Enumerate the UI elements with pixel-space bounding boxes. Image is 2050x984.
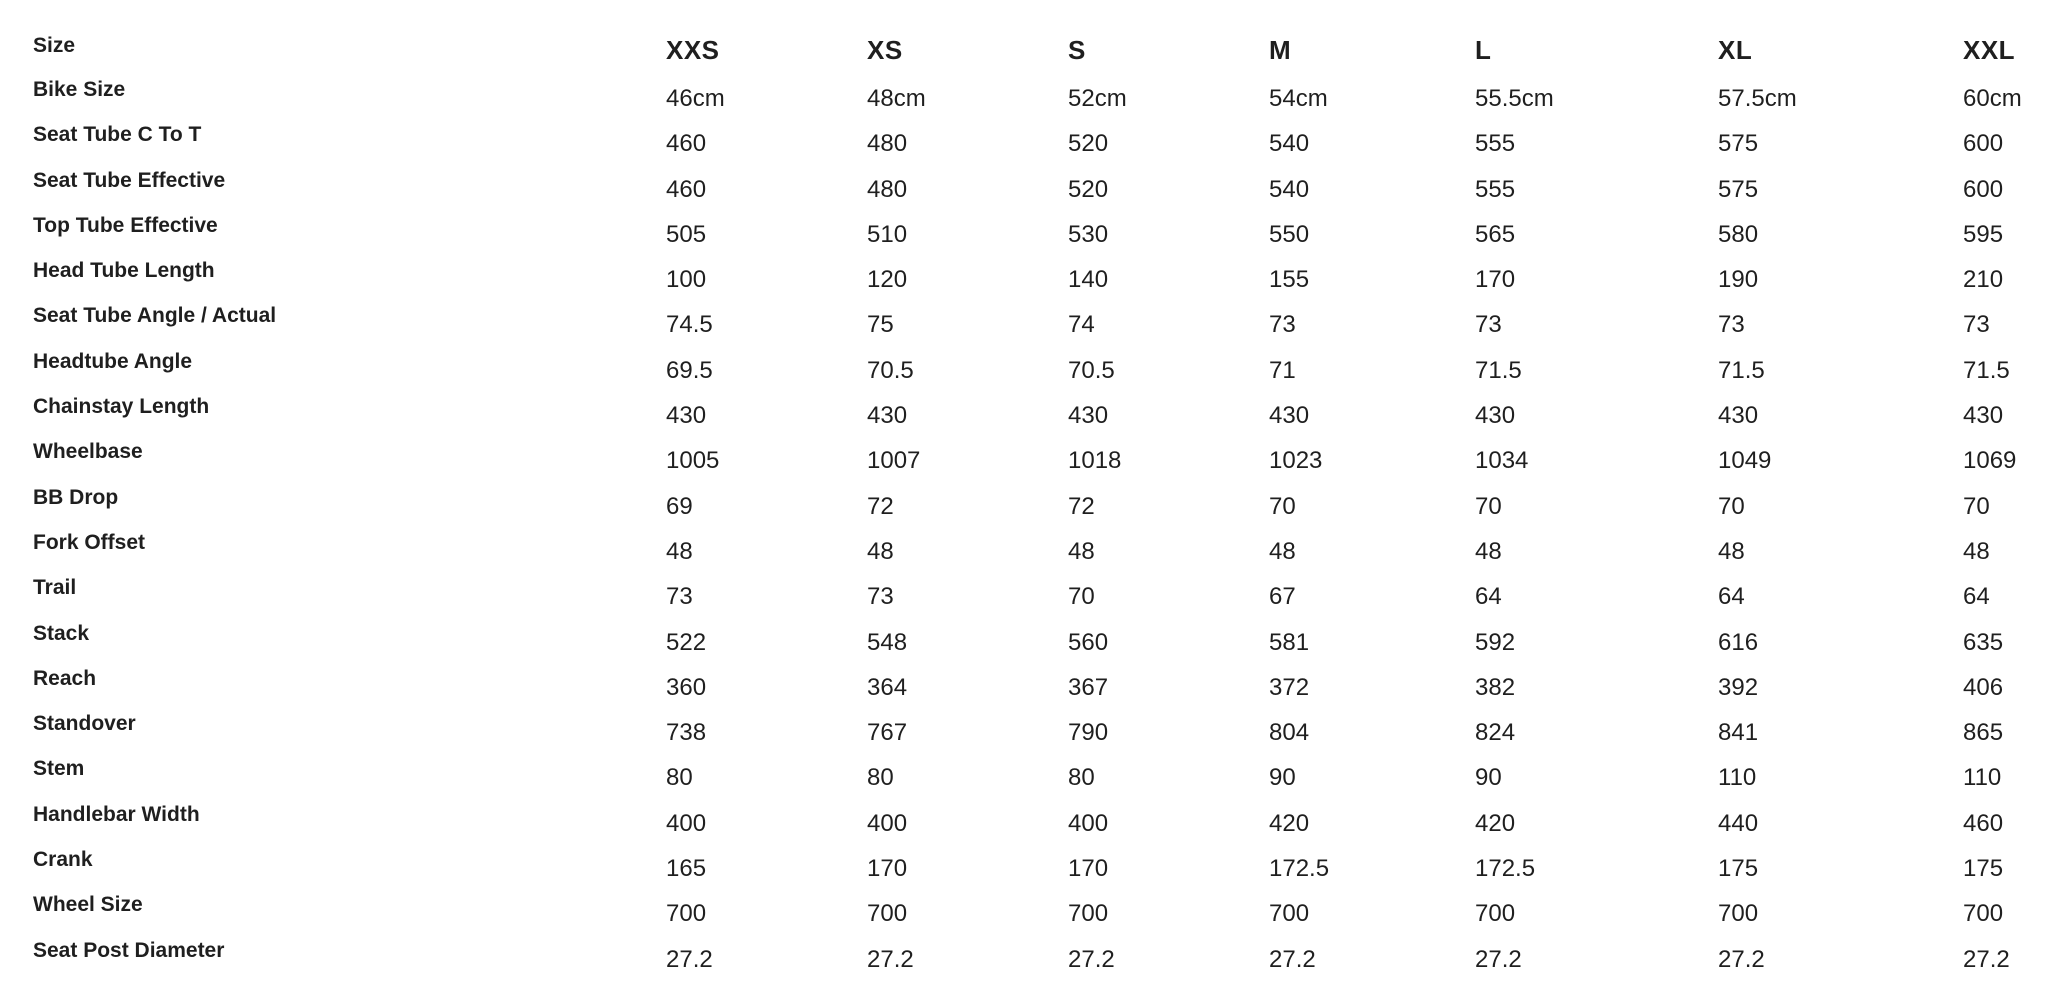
row-label: Seat Tube Angle / Actual xyxy=(33,304,277,328)
table-cell: 48 xyxy=(1963,537,1990,565)
size-column-header: XL xyxy=(1718,35,1753,65)
table-cell: 27.2 xyxy=(1269,945,1316,973)
table-cell: 27.2 xyxy=(1068,945,1115,973)
table-cell: 46cm xyxy=(666,85,725,112)
size-column-header: L xyxy=(1475,35,1492,65)
size-column-header: M xyxy=(1269,35,1292,65)
row-label: Headtube Angle xyxy=(33,349,193,373)
table-row xyxy=(33,169,2023,214)
row-label: Wheel Size xyxy=(33,893,143,917)
table-cell: 804 xyxy=(1269,719,1310,747)
table-cell: 70.5 xyxy=(1068,356,1115,384)
row-label: Wheelbase xyxy=(33,440,143,464)
row-label: Reach xyxy=(33,666,97,690)
table-cell: 64 xyxy=(1718,583,1745,611)
table-cell: 80 xyxy=(867,764,894,792)
table-row xyxy=(33,123,2023,168)
table-cell: 64 xyxy=(1475,583,1502,611)
size-header-row xyxy=(33,30,2023,78)
row-label: Trail xyxy=(33,576,77,600)
size-column-header: XXS xyxy=(666,35,720,65)
table-cell: 60cm xyxy=(1963,85,2022,112)
table-cell: 700 xyxy=(1963,900,2004,928)
table-row xyxy=(33,350,2023,395)
table-cell: 367 xyxy=(1068,673,1109,701)
table-cell: 71.5 xyxy=(1718,356,1765,384)
table-cell: 70 xyxy=(1269,492,1296,520)
table-cell: 400 xyxy=(666,809,707,837)
table-cell: 430 xyxy=(867,402,908,430)
table-row xyxy=(33,622,2023,667)
table-cell: 480 xyxy=(867,175,908,203)
table-cell: 175 xyxy=(1963,855,2004,883)
table-cell: 90 xyxy=(1475,764,1502,792)
row-label: Seat Post Diameter xyxy=(33,938,225,962)
table-cell: 575 xyxy=(1718,175,1759,203)
table-cell: 555 xyxy=(1475,130,1516,158)
table-cell: 165 xyxy=(666,855,707,883)
table-cell: 480 xyxy=(867,130,908,158)
table-cell: 841 xyxy=(1718,719,1759,747)
table-cell: 364 xyxy=(867,673,908,701)
table-cell: 70.5 xyxy=(867,356,914,384)
table-cell: 170 xyxy=(1068,855,1109,883)
table-cell: 420 xyxy=(1475,809,1516,837)
table-row xyxy=(33,304,2023,349)
row-label: Head Tube Length xyxy=(33,259,215,283)
table-cell: 400 xyxy=(1068,809,1109,837)
table-cell: 72 xyxy=(1068,492,1095,520)
row-label: Stem xyxy=(33,757,85,781)
table-row xyxy=(33,78,2023,123)
table-cell: 52cm xyxy=(1068,85,1127,112)
table-cell: 73 xyxy=(666,583,693,611)
table-row xyxy=(33,939,2023,984)
table-cell: 210 xyxy=(1963,266,2004,294)
table-cell: 460 xyxy=(1963,809,2004,837)
table-cell: 1023 xyxy=(1269,447,1323,475)
table-cell: 555 xyxy=(1475,175,1516,203)
table-cell: 392 xyxy=(1718,673,1759,701)
table-cell: 520 xyxy=(1068,175,1109,203)
table-cell: 70 xyxy=(1475,492,1502,520)
table-cell: 27.2 xyxy=(1963,945,2010,973)
table-cell: 360 xyxy=(666,673,707,701)
table-cell: 172.5 xyxy=(1475,855,1536,883)
table-cell: 430 xyxy=(1963,402,2004,430)
table-cell: 74.5 xyxy=(666,311,713,339)
table-cell: 560 xyxy=(1068,628,1109,656)
table-cell: 580 xyxy=(1718,220,1759,248)
table-cell: 55.5cm xyxy=(1475,85,1554,112)
table-cell: 71 xyxy=(1269,356,1296,384)
table-cell: 540 xyxy=(1269,130,1310,158)
row-label: Stack xyxy=(33,621,90,645)
table-cell: 430 xyxy=(666,402,707,430)
table-cell: 1007 xyxy=(867,447,921,475)
table-cell: 70 xyxy=(1963,492,1990,520)
table-cell: 110 xyxy=(1963,764,2002,792)
table-cell: 67 xyxy=(1269,583,1296,611)
table-cell: 90 xyxy=(1269,764,1296,792)
table-cell: 54cm xyxy=(1269,85,1328,112)
table-cell: 440 xyxy=(1718,809,1759,837)
table-cell: 635 xyxy=(1963,628,2004,656)
table-cell: 170 xyxy=(867,855,908,883)
table-cell: 80 xyxy=(1068,764,1095,792)
geometry-table xyxy=(33,30,2023,984)
row-label: Handlebar Width xyxy=(33,802,200,826)
table-cell: 73 xyxy=(1718,311,1745,339)
size-column-header: XXL xyxy=(1963,35,2016,65)
table-cell: 530 xyxy=(1068,220,1109,248)
table-cell: 27.2 xyxy=(1475,945,1522,973)
table-row xyxy=(33,531,2023,576)
table-cell: 592 xyxy=(1475,628,1516,656)
table-cell: 155 xyxy=(1269,266,1310,294)
table-cell: 1018 xyxy=(1068,447,1122,475)
table-row xyxy=(33,259,2023,304)
table-cell: 69.5 xyxy=(666,356,713,384)
table-cell: 69 xyxy=(666,492,693,520)
table-cell: 75 xyxy=(867,311,894,339)
table-cell: 520 xyxy=(1068,130,1109,158)
table-row xyxy=(33,712,2023,757)
table-cell: 595 xyxy=(1963,220,2004,248)
table-cell: 27.2 xyxy=(867,945,914,973)
table-cell: 1005 xyxy=(666,447,720,475)
table-cell: 824 xyxy=(1475,719,1516,747)
table-cell: 190 xyxy=(1718,266,1759,294)
table-cell: 80 xyxy=(666,764,693,792)
table-cell: 406 xyxy=(1963,673,2004,701)
table-cell: 430 xyxy=(1269,402,1310,430)
table-cell: 70 xyxy=(1718,492,1745,520)
table-cell: 616 xyxy=(1718,628,1759,656)
table-cell: 57.5cm xyxy=(1718,85,1797,112)
size-column-header: S xyxy=(1068,35,1086,65)
table-cell: 700 xyxy=(666,900,707,928)
table-cell: 73 xyxy=(1475,311,1502,339)
row-label: Standover xyxy=(33,712,136,736)
table-cell: 600 xyxy=(1963,130,2004,158)
table-cell: 1069 xyxy=(1963,447,2017,475)
table-cell: 73 xyxy=(1269,311,1296,339)
table-cell: 73 xyxy=(1963,311,1990,339)
table-cell: 460 xyxy=(666,175,707,203)
table-cell: 71.5 xyxy=(1475,356,1522,384)
table-row xyxy=(33,893,2023,938)
table-cell: 510 xyxy=(867,220,908,248)
table-row xyxy=(33,848,2023,893)
table-cell: 110 xyxy=(1718,764,1757,792)
table-cell: 172.5 xyxy=(1269,855,1330,883)
table-cell: 71.5 xyxy=(1963,356,2010,384)
table-cell: 64 xyxy=(1963,583,1990,611)
table-row xyxy=(33,576,2023,621)
table-cell: 140 xyxy=(1068,266,1109,294)
table-cell: 48 xyxy=(1475,537,1502,565)
table-row xyxy=(33,395,2023,440)
table-row xyxy=(33,667,2023,712)
table-cell: 865 xyxy=(1963,719,2004,747)
table-cell: 550 xyxy=(1269,220,1310,248)
table-cell: 420 xyxy=(1269,809,1310,837)
table-cell: 700 xyxy=(1718,900,1759,928)
table-cell: 790 xyxy=(1068,719,1109,747)
table-cell: 540 xyxy=(1269,175,1310,203)
table-cell: 565 xyxy=(1475,220,1516,248)
table-cell: 48 xyxy=(1068,537,1095,565)
table-cell: 27.2 xyxy=(666,945,713,973)
size-column-header: XS xyxy=(867,35,903,65)
table-cell: 120 xyxy=(867,266,908,294)
table-cell: 600 xyxy=(1963,175,2004,203)
row-label: Fork Offset xyxy=(33,530,146,554)
table-row xyxy=(33,757,2023,802)
table-cell: 70 xyxy=(1068,583,1095,611)
table-cell: 1034 xyxy=(1475,447,1529,475)
table-cell: 700 xyxy=(867,900,908,928)
table-cell: 48 xyxy=(1718,537,1745,565)
geometry-table-body xyxy=(33,78,2023,984)
table-cell: 100 xyxy=(666,266,707,294)
table-cell: 430 xyxy=(1718,402,1759,430)
table-cell: 700 xyxy=(1475,900,1516,928)
table-cell: 48cm xyxy=(867,85,926,112)
table-cell: 700 xyxy=(1068,900,1109,928)
row-label: Chainstay Length xyxy=(33,395,210,419)
table-cell: 48 xyxy=(867,537,894,565)
table-row xyxy=(33,486,2023,531)
table-cell: 48 xyxy=(666,537,693,565)
table-cell: 73 xyxy=(867,583,894,611)
table-cell: 700 xyxy=(1269,900,1310,928)
table-cell: 548 xyxy=(867,628,908,656)
table-cell: 72 xyxy=(867,492,894,520)
table-cell: 1049 xyxy=(1718,447,1772,475)
table-row xyxy=(33,440,2023,485)
row-label: Seat Tube Effective xyxy=(33,168,226,192)
table-cell: 372 xyxy=(1269,673,1310,701)
table-cell: 505 xyxy=(666,220,707,248)
size-header-label: Size xyxy=(33,34,76,57)
table-cell: 581 xyxy=(1269,628,1310,656)
table-cell: 382 xyxy=(1475,673,1516,701)
row-label: Crank xyxy=(33,848,93,872)
table-cell: 27.2 xyxy=(1718,945,1765,973)
table-cell: 170 xyxy=(1475,266,1516,294)
table-cell: 175 xyxy=(1718,855,1759,883)
table-row xyxy=(33,214,2023,259)
table-cell: 460 xyxy=(666,130,707,158)
table-row xyxy=(33,803,2023,848)
table-cell: 74 xyxy=(1068,311,1095,339)
table-cell: 430 xyxy=(1475,402,1516,430)
row-label: BB Drop xyxy=(33,485,119,509)
table-cell: 522 xyxy=(666,628,707,656)
table-cell: 430 xyxy=(1068,402,1109,430)
table-cell: 48 xyxy=(1269,537,1296,565)
table-cell: 738 xyxy=(666,719,707,747)
table-cell: 767 xyxy=(867,719,908,747)
row-label: Bike Size xyxy=(33,78,126,101)
table-cell: 575 xyxy=(1718,130,1759,158)
table-cell: 400 xyxy=(867,809,908,837)
row-label: Top Tube Effective xyxy=(33,213,218,237)
row-label: Seat Tube C To T xyxy=(33,123,202,147)
